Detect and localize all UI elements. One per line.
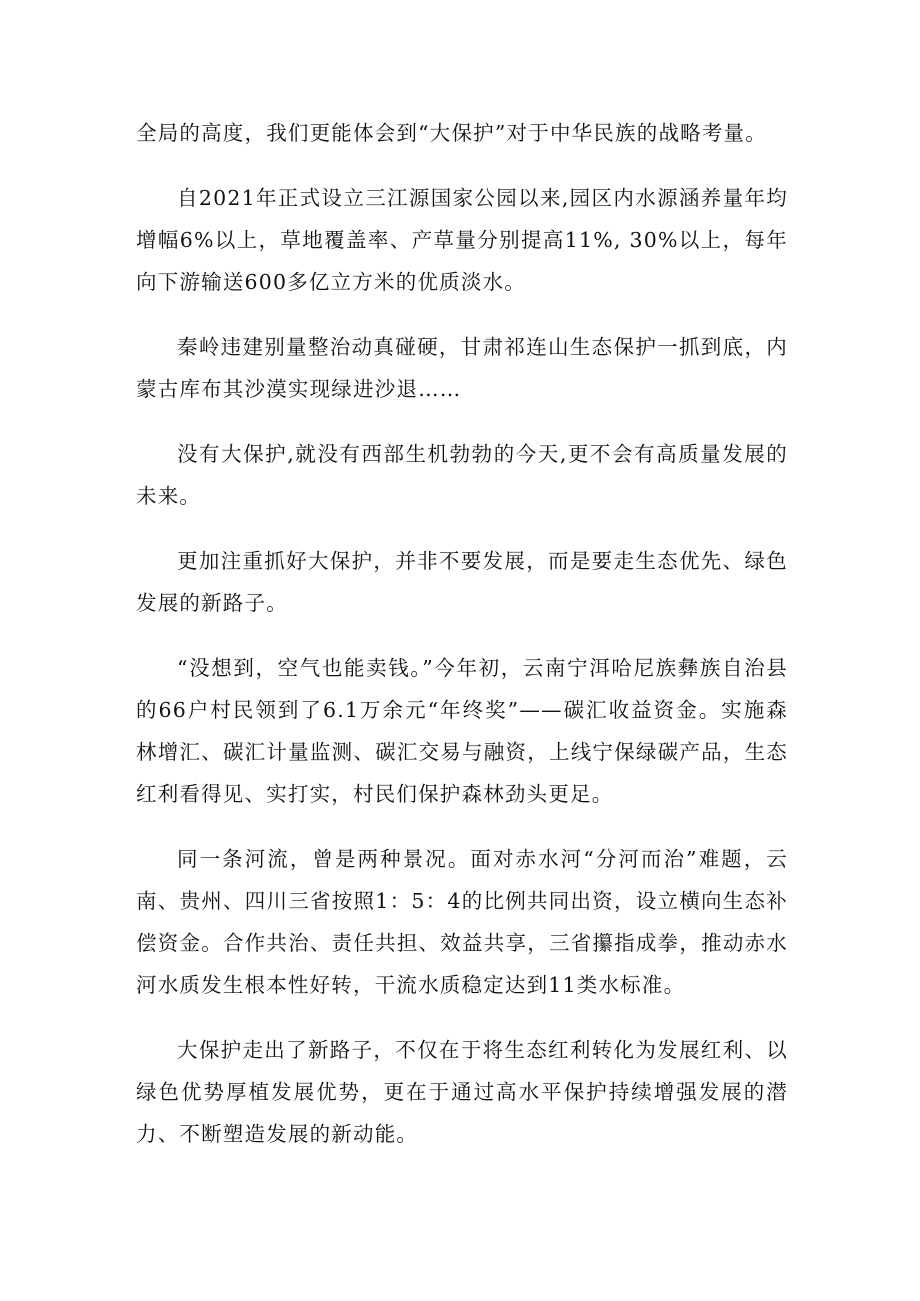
- paragraph-continuation: 全局的高度，我们更能体会到“大保护”对于中华民族的战略考量。: [136, 121, 767, 145]
- paragraph-new-path: 更加注重抓好大保护，并非不要发展，而是要走生态优先、绿色发展的新路子。: [136, 549, 788, 615]
- paragraph-conclusion: 大保护走出了新路子，不仅在于将生态红利转化为发展红利、以绿色优势厚植发展优势，更在于通过高水平保护持续增强发展的潜力、不断塑造发展的新动能。: [136, 1038, 788, 1146]
- paragraph-qinling: 秦岭违建别量整治动真碰硬，甘肃祁连山生态保护一抓到底，内蒙古库布其沙漠实现绿进沙退……: [136, 335, 788, 401]
- document-page: [136, 112, 788, 1155]
- paragraph-sanjiangyuan: 自2021年正式设立三江源国家公园以来,园区内水源涵养量年均增幅6%以上，草地覆盖率、产草量分别提高11%, 30%以上，每年向下游输送600多亿立方米的优质淡水。: [136, 186, 788, 294]
- paragraph-carbon-sink: “没想到，空气也能卖钱。”今年初，云南宁洱哈尼族彝族自治县的66户村民领到了6.1万余元“年终奖”——碳汇收益资金。实施森林增汇、碳汇计量监测、碳汇交易与融资，上线宁保绿碳产品，生态红利看得见、实打实，村民们保护森林劲头更足。: [136, 656, 788, 806]
- paragraph-chishui-river: 同一条河流，曾是两种景况。面对赤水河“分河而治”难题，云南、贵州、四川三省按照1：5：4的比例共同出资，设立横向生态补偿资金。合作共治、责任共担、效益共享，三省攥指成拳，推动赤水河水质发生根本性好转，干流水质稳定达到11类水标准。: [136, 847, 788, 997]
- paragraph-no-protection: 没有大保护,就没有西部生机勃勃的今天,更不会有高质量发展的未来。: [136, 442, 788, 508]
